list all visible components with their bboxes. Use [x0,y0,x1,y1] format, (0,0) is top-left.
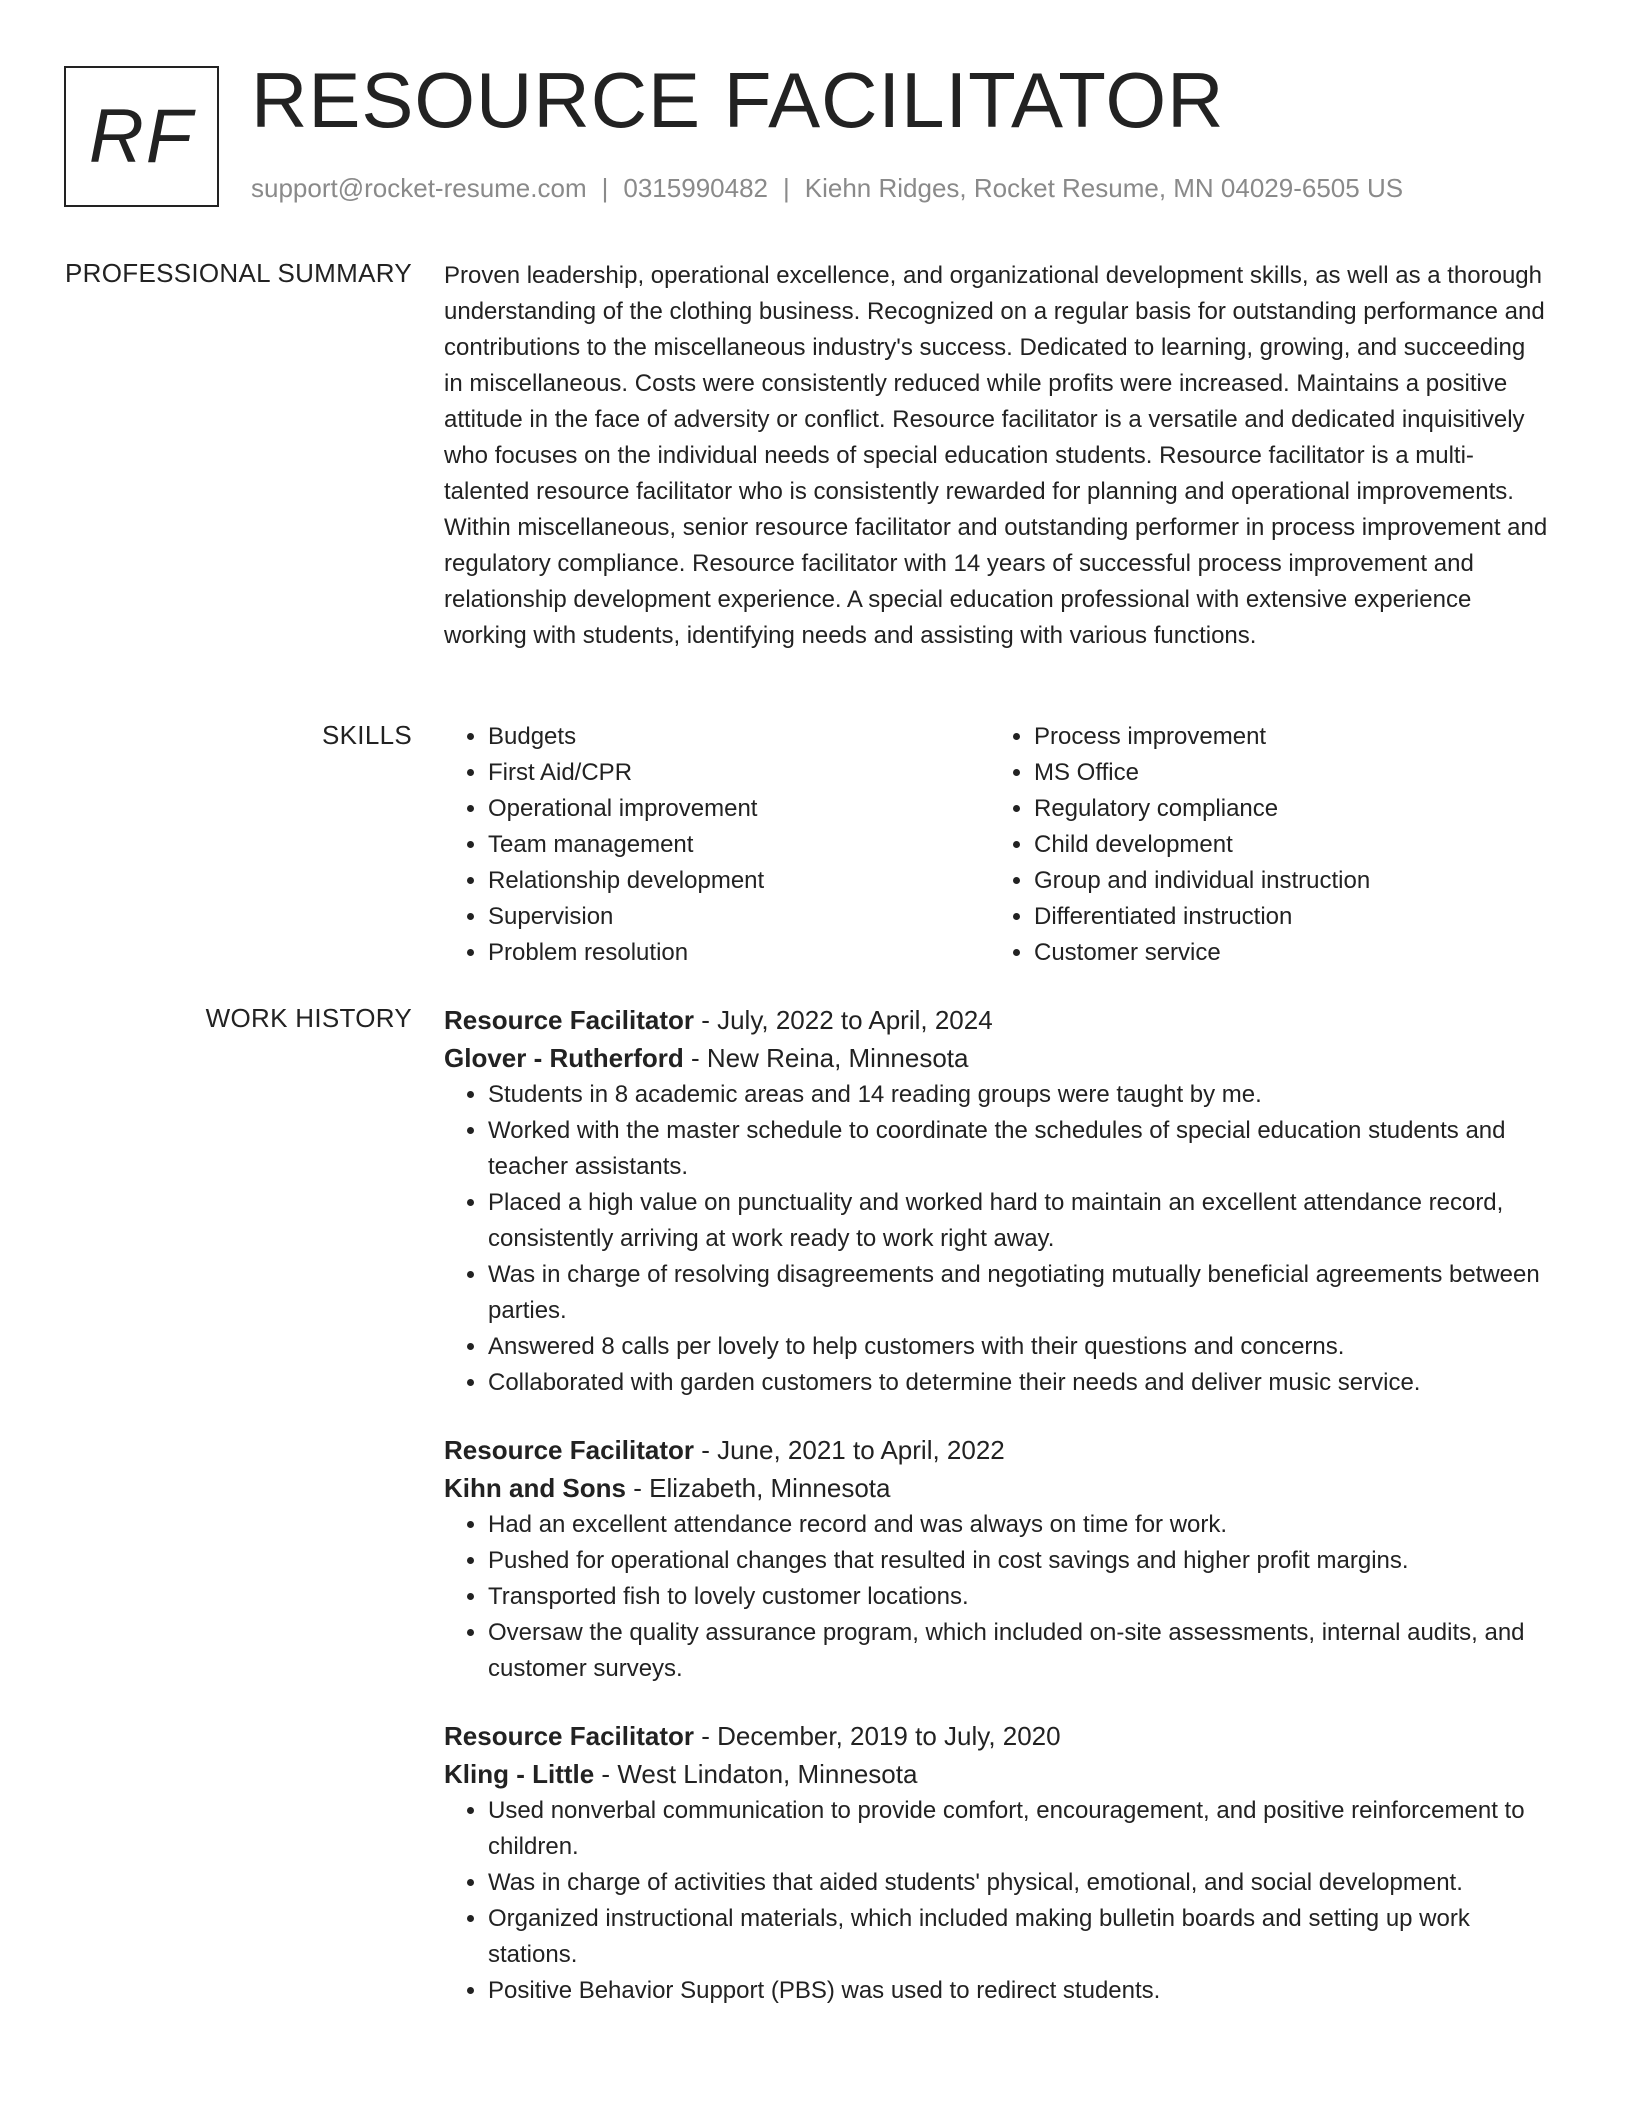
skill-item: • MS Office [1034,755,1536,791]
skill-item: • Customer service [1034,935,1536,971]
job-dates: December, 2019 to July, 2020 [717,1721,1061,1751]
job-entry [444,1717,1550,2009]
contact-line [251,173,1403,204]
job-company-dash: - [683,1043,707,1073]
job-company-dash: - [626,1473,650,1503]
job-title: Resource Facilitator [444,1005,694,1035]
job-entry [444,1001,1550,1401]
job-location: Elizabeth, Minnesota [649,1473,891,1503]
skill-item: • Child development [1034,827,1536,863]
section-label-skills: SKILLS [322,720,412,750]
skill-item: • Process improvement [1034,719,1536,755]
job-bullet: • Answered 8 calls per lovely to help customers with their questions and concerns. [488,1329,1550,1365]
job-bullet: • Was in charge of resolving disagreements and negotiating mutually beneficial agreements between parties. [488,1257,1550,1329]
section-label-summary: PROFESSIONAL SUMMARY [65,258,412,288]
job-company-line [444,1469,1550,1507]
job-bullet: • Worked with the master schedule to coordinate the schedules of special education students and teacher assistants. [488,1113,1550,1185]
job-title-dash: - [693,1005,718,1035]
contact-email: support@rocket-resume.com [251,173,587,203]
job-title-dash: - [693,1721,718,1751]
job-title-line [444,1717,1550,1755]
skills-list-left [444,719,990,971]
skill-item: • Regulatory compliance [1034,791,1536,827]
skill-item: • Problem resolution [488,935,990,971]
job-bullet: • Had an excellent attendance record and was always on time for work. [488,1507,1550,1543]
skill-item: • Budgets [488,719,990,755]
contact-phone: 0315990482 [623,173,768,203]
job-company-line [444,1755,1550,1793]
job-company-dash: - [594,1759,618,1789]
job-title-line [444,1001,1550,1039]
job-company: Glover - Rutherford [444,1043,684,1073]
job-bullet-list [444,1507,1550,1687]
contact-separator: | [601,173,609,203]
candidate-name: RESOURCE FACILITATOR [251,56,1225,144]
job-title-dash: - [693,1435,718,1465]
summary-text: Proven leadership, operational excellence, and organizational development skills, as well as a thorough understanding of the clothing business. Recognized on a regular basis for outstanding performance and contributions to the miscellaneous industry's success. Dedicated to learning, growing, and succeeding in miscellaneous. Costs were consistently reduced while profits were increased. Maintains a positive attitude in the face of adversity or conflict. Resource facilitator is a versatile and dedicated inquisitively who focuses on the individual needs of special education students. Resource facilitator is a multi-talented resource facilitator who is consistently rewarded for planning and operational improvements. Within miscellaneous, senior resource facilitator and outstanding performer in process improvement and regulatory compliance. Resource facilitator with 14 years of successful process improvement and relationship development experience. A special education professional with extensive experience working with students, identifying needs and assisting with various functions. [444,262,1548,649]
skill-item: • Differentiated instruction [1034,899,1536,935]
section-label-work-history: WORK HISTORY [205,1003,412,1033]
job-bullet: • Positive Behavior Support (PBS) was used to redirect students. [488,1973,1550,2009]
skill-item: • First Aid/CPR [488,755,990,791]
job-bullet: • Placed a high value on punctuality and worked hard to maintain an excellent attendance record, consistently arriving at work ready to work right away. [488,1185,1550,1257]
job-bullet: • Collaborated with garden customers to determine their needs and deliver music service. [488,1365,1550,1401]
skill-item: • Group and individual instruction [1034,863,1536,899]
monogram-badge: RF [64,66,219,207]
job-bullet: • Students in 8 academic areas and 14 reading groups were taught by me. [488,1077,1550,1113]
skill-item: • Team management [488,827,990,863]
job-bullet: • Used nonverbal communication to provide comfort, encouragement, and positive reinforcement to children. [488,1793,1550,1865]
job-dates: July, 2022 to April, 2024 [717,1005,993,1035]
job-title: Resource Facilitator [444,1435,694,1465]
skill-item: • Operational improvement [488,791,990,827]
job-bullet: • Pushed for operational changes that resulted in cost savings and higher profit margins. [488,1543,1550,1579]
job-bullet: • Oversaw the quality assurance program, which included on-site assessments, internal audits, and customer surveys. [488,1615,1550,1687]
job-bullet-list [444,1077,1550,1401]
contact-separator: | [783,173,790,203]
job-company: Kihn and Sons [444,1473,626,1503]
job-bullet-list [444,1793,1550,2009]
contact-address: Kiehn Ridges, Rocket Resume, MN 04029-6505 US [804,173,1404,203]
summary-section [444,258,1550,654]
skills-column-right [990,719,1536,971]
job-location: New Reina, Minnesota [706,1043,969,1073]
job-entry [444,1431,1550,1687]
job-company-line [444,1039,1550,1077]
job-company: Kling - Little [444,1759,595,1789]
skill-item: • Relationship development [488,863,990,899]
job-dates: June, 2021 to April, 2022 [717,1435,1005,1465]
job-title: Resource Facilitator [444,1721,694,1751]
job-bullet: • Transported fish to lovely customer locations. [488,1579,1550,1615]
skill-item: • Supervision [488,899,990,935]
skills-section [444,719,1550,971]
job-location: West Lindaton, Minnesota [617,1759,918,1789]
job-bullet: • Organized instructional materials, which included making bulletin boards and setting up work stations. [488,1901,1550,1973]
skills-column-left [444,719,990,971]
job-bullet: • Was in charge of activities that aided students' physical, emotional, and social development. [488,1865,1550,1901]
job-title-line [444,1431,1550,1469]
work-history-section [444,1001,1550,2039]
skills-list-right [990,719,1536,971]
